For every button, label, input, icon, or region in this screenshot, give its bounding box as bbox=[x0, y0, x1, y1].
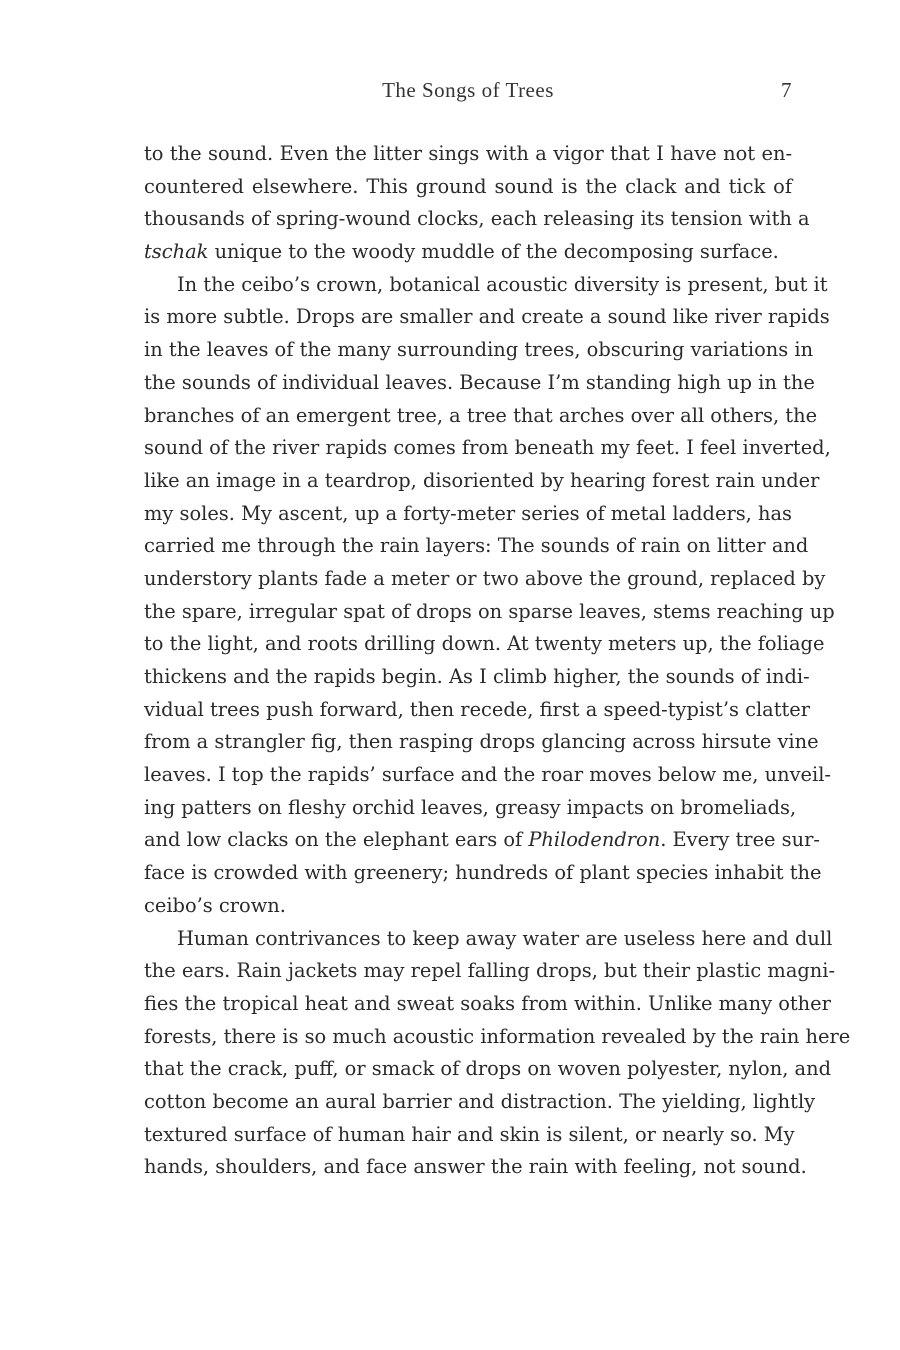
text-run: ceibo’s crown. bbox=[144, 893, 286, 917]
text-run: thousands of spring-wound clocks, each releasing its tension with a bbox=[144, 207, 810, 231]
text-line bbox=[144, 301, 830, 334]
text-line bbox=[144, 367, 815, 400]
text-line bbox=[144, 432, 831, 465]
text-line bbox=[144, 955, 836, 988]
text-line bbox=[144, 465, 820, 498]
text-line bbox=[144, 824, 820, 857]
text-run: Human contrivances to keep away water are useless here and dull bbox=[177, 926, 833, 950]
text-line bbox=[144, 236, 792, 269]
text-run: the spare, irregular spat of drops on sparse leaves, stems reaching up bbox=[144, 599, 835, 623]
text-run: my soles. My ascent, up a forty-meter series of metal ladders, has bbox=[144, 501, 792, 525]
text-line bbox=[144, 1053, 832, 1086]
text-run: In the ceibo’s crown, botanical acoustic diversity is present, but it bbox=[177, 272, 828, 296]
text-run: sound of the river rapids comes from beneath my feet. I feel inverted, bbox=[144, 436, 831, 460]
text-run: . Every tree sur- bbox=[660, 828, 820, 852]
text-run: is more subtle. Drops are smaller and create a sound like river rapids bbox=[144, 305, 830, 329]
text-line bbox=[144, 694, 811, 727]
text-run: vidual trees push forward, then recede, first a speed-typist’s clatter bbox=[144, 697, 811, 721]
text-line bbox=[144, 628, 825, 661]
text-line bbox=[144, 1086, 816, 1119]
text-line bbox=[144, 269, 828, 302]
italic-term: Philodendron bbox=[528, 828, 661, 852]
paragraph bbox=[144, 923, 851, 1185]
text-run: that the crack, puff, or smack of drops on woven polyester, nylon, and bbox=[144, 1057, 832, 1081]
text-run: cotton become an aural barrier and distraction. The yielding, lightly bbox=[144, 1089, 816, 1113]
text-run: fies the tropical heat and sweat soaks from within. Unlike many other bbox=[144, 991, 831, 1015]
text-run: and low clacks on the elephant ears of bbox=[144, 828, 529, 852]
text-line bbox=[144, 1151, 807, 1184]
text-line bbox=[144, 171, 792, 204]
text-line bbox=[144, 988, 831, 1021]
text-line bbox=[144, 726, 819, 759]
running-head bbox=[144, 78, 792, 110]
text-line bbox=[144, 563, 826, 596]
text-run: leaves. I top the rapids’ surface and the roar moves below me, unveil- bbox=[144, 763, 831, 787]
text-line bbox=[144, 138, 792, 171]
paragraph bbox=[144, 138, 810, 269]
text-run: unique to the woody muddle of the decomposing surface. bbox=[208, 240, 779, 264]
page-number: 7 bbox=[781, 78, 792, 102]
text-run: face is crowded with greenery; hundreds of plant species inhabit the bbox=[144, 861, 822, 885]
text-run: in the leaves of the many surrounding trees, obscuring variations in bbox=[144, 338, 814, 362]
text-run: branches of an emergent tree, a tree that arches over all others, the bbox=[144, 403, 818, 427]
text-run: understory plants fade a meter or two above the ground, replaced by bbox=[144, 566, 826, 590]
text-run: like an image in a teardrop, disoriented by hearing forest rain under bbox=[144, 468, 820, 492]
text-line bbox=[144, 203, 810, 236]
text-run: carried me through the rain layers: The sounds of rain on litter and bbox=[144, 534, 809, 558]
text-run: forests, there is so much acoustic information revealed by the rain here bbox=[144, 1024, 851, 1048]
running-title: The Songs of Trees bbox=[382, 78, 554, 102]
text-line bbox=[144, 792, 797, 825]
text-line bbox=[144, 1021, 851, 1054]
text-line bbox=[144, 530, 809, 563]
body-text bbox=[144, 138, 851, 1184]
paragraph bbox=[144, 269, 835, 923]
text-line bbox=[144, 923, 833, 956]
text-run: hands, shoulders, and face answer the rain with feeling, not sound. bbox=[144, 1155, 807, 1179]
italic-term: tschak bbox=[144, 240, 209, 264]
text-run: the ears. Rain jackets may repel falling drops, but their plastic magni- bbox=[144, 959, 836, 983]
text-run: thickens and the rapids begin. As I climb higher, the sounds of indi- bbox=[144, 665, 810, 688]
text-line bbox=[144, 857, 822, 890]
text-line bbox=[144, 400, 818, 433]
text-run: to the sound. Even the litter sings with a vigor that I have not en- bbox=[144, 142, 792, 165]
text-line bbox=[144, 661, 810, 694]
text-run: textured surface of human hair and skin is silent, or nearly so. My bbox=[144, 1122, 795, 1146]
text-run: the sounds of individual leaves. Because I’m standing high up in the bbox=[144, 370, 815, 394]
text-run: to the light, and roots drilling down. At twenty meters up, the foliage bbox=[144, 632, 825, 656]
text-run: countered elsewhere. This ground sound is the clack and tick of bbox=[144, 174, 792, 198]
text-line bbox=[144, 596, 835, 629]
text-line bbox=[144, 890, 792, 923]
text-line bbox=[144, 334, 814, 367]
text-line bbox=[144, 1119, 795, 1152]
text-line bbox=[144, 759, 831, 792]
text-run: from a strangler fig, then rasping drops glancing across hirsute vine bbox=[144, 730, 819, 754]
text-run: ing patters on fleshy orchid leaves, greasy impacts on bromeliads, bbox=[144, 795, 797, 819]
text-line bbox=[144, 498, 792, 531]
